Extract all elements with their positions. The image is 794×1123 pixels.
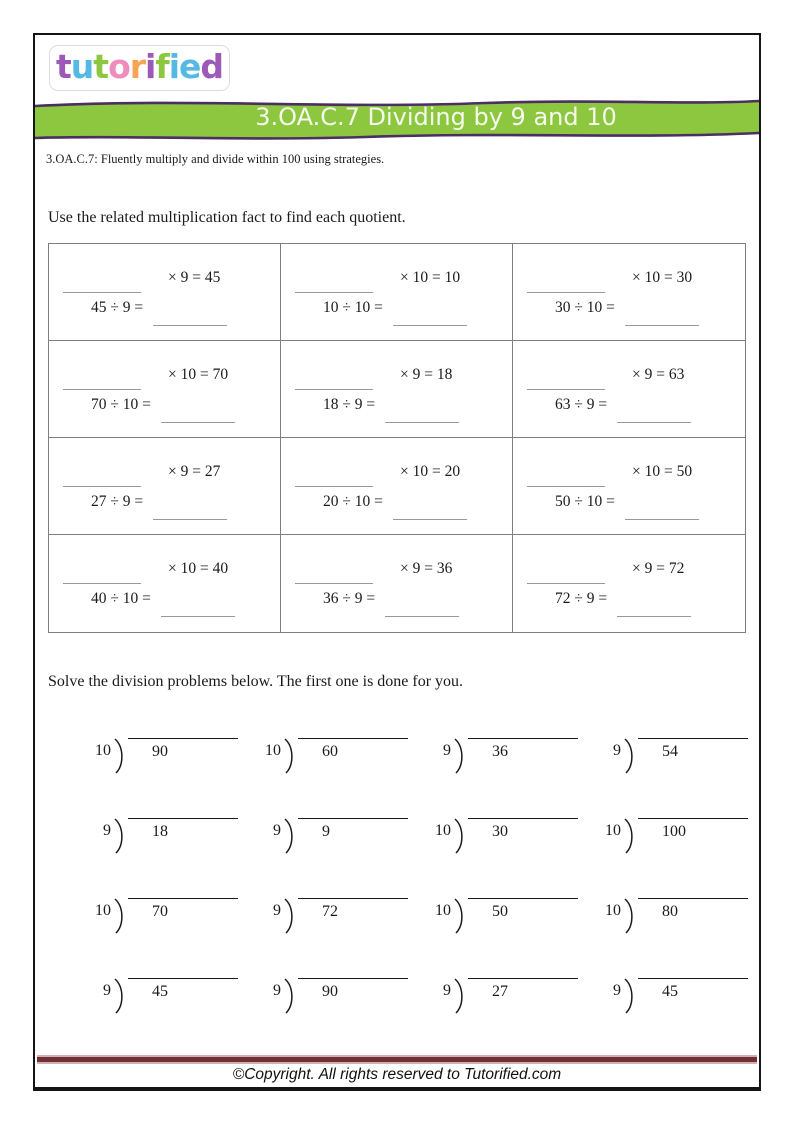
factor-answer-blank [63, 486, 141, 487]
page-frame [33, 33, 761, 1091]
quotient-answer-blank [161, 616, 235, 617]
factor-answer-blank [295, 292, 373, 293]
page-title: 3.OA.C.7 Dividing by 9 and 10 [255, 103, 617, 131]
quotient-answer-blank [625, 325, 699, 326]
multiplication-fact: × 10 = 40 [168, 560, 229, 577]
dividend: 70 [128, 898, 238, 921]
footer-divider-bar [37, 1055, 757, 1064]
multiplication-fact: × 9 = 27 [168, 463, 221, 480]
long-division-problem [595, 975, 765, 1055]
division-line [91, 493, 280, 511]
dividend: 9 [298, 818, 408, 841]
divisor: 10 [605, 902, 621, 919]
dividend: 50 [468, 898, 578, 921]
dividend: 80 [638, 898, 748, 921]
division-line [323, 590, 512, 608]
division-bracket-icon [623, 738, 638, 774]
dividend: 36 [468, 738, 578, 761]
factor-answer-blank [63, 583, 141, 584]
logo-letter: o [108, 47, 130, 86]
divisor: 9 [103, 822, 111, 839]
multiplication-fact: × 10 = 10 [400, 269, 461, 286]
multiplication-line [295, 451, 512, 487]
multiplication-line [527, 354, 745, 390]
division-bracket-icon [453, 738, 468, 774]
multiplication-fact: × 10 = 50 [632, 463, 693, 480]
divisor: 10 [95, 902, 111, 919]
division-prompt: 10 ÷ 10 = [323, 299, 383, 316]
long-division-problem [425, 975, 595, 1055]
logo-letter: f [155, 47, 169, 86]
logo-letter: d [200, 47, 224, 86]
factor-answer-blank [527, 486, 605, 487]
quotient-answer-blank [385, 422, 459, 423]
factor-answer-blank [295, 486, 373, 487]
dividend: 45 [638, 978, 748, 1001]
long-division-problem [85, 815, 255, 895]
long-division-problem [425, 815, 595, 895]
divisor: 10 [265, 742, 281, 759]
divisor: 10 [435, 822, 451, 839]
divisor: 9 [273, 902, 281, 919]
division-prompt: 27 ÷ 9 = [91, 493, 144, 510]
quotient-answer-blank [625, 519, 699, 520]
division-bracket-icon [453, 978, 468, 1014]
quotient-answer-blank [393, 519, 467, 520]
dividend: 45 [128, 978, 238, 1001]
factor-answer-blank [63, 292, 141, 293]
quotient-answer-blank [385, 616, 459, 617]
division-bracket-icon [283, 978, 298, 1014]
quotient-answer-blank [617, 422, 691, 423]
division-prompt: 45 ÷ 9 = [91, 299, 144, 316]
long-division-problem [595, 815, 765, 895]
quotient-answer-blank [153, 325, 227, 326]
divisor: 9 [273, 822, 281, 839]
dividend: 72 [298, 898, 408, 921]
multiplication-line [527, 548, 745, 584]
dividend: 30 [468, 818, 578, 841]
division-prompt: 72 ÷ 9 = [555, 590, 608, 607]
multiplication-line [295, 257, 512, 293]
long-division-problem [85, 975, 255, 1055]
divisor: 9 [443, 742, 451, 759]
quotient-answer-blank [153, 519, 227, 520]
division-prompt: 50 ÷ 10 = [555, 493, 615, 510]
logo-letter: e [179, 47, 201, 86]
division-line [555, 299, 745, 317]
multiplication-fact: × 10 = 20 [400, 463, 461, 480]
division-line [323, 493, 512, 511]
quotient-answer-blank [617, 616, 691, 617]
dividend: 100 [638, 818, 748, 841]
section2-instruction: Solve the division problems below. The first one is done for you. [48, 673, 464, 690]
division-line [555, 590, 745, 608]
divisor: 9 [443, 982, 451, 999]
long-division-problem [255, 895, 425, 975]
division-bracket-icon [623, 978, 638, 1014]
section1-instruction: Use the related multiplication fact to find each quotient. [48, 209, 406, 226]
standard-description: 3.OA.C.7: Fluently multiply and divide within 100 using strategies. [46, 152, 385, 166]
division-prompt: 30 ÷ 10 = [555, 299, 615, 316]
divisor: 10 [95, 742, 111, 759]
long-division-problem [595, 895, 765, 975]
division-bracket-icon [623, 898, 638, 934]
division-prompt: 36 ÷ 9 = [323, 590, 376, 607]
long-division-problem [85, 735, 255, 815]
division-bracket-icon [113, 738, 128, 774]
multiplication-line [527, 257, 745, 293]
divisor: 9 [613, 982, 621, 999]
fact-family-cell [281, 535, 513, 632]
fact-family-cell [49, 341, 281, 438]
dividend: 90 [298, 978, 408, 1001]
divisor: 10 [605, 822, 621, 839]
multiplication-fact: × 10 = 70 [168, 366, 229, 383]
division-line [555, 493, 745, 511]
multiplication-fact: × 9 = 45 [168, 269, 221, 286]
division-prompt: 18 ÷ 9 = [323, 396, 376, 413]
multiplication-line [63, 354, 280, 390]
multiplication-fact-table [48, 243, 746, 633]
division-line [555, 396, 745, 414]
multiplication-fact: × 10 = 30 [632, 269, 693, 286]
multiplication-line [295, 548, 512, 584]
factor-answer-blank [527, 389, 605, 390]
division-line [91, 590, 280, 608]
logo-letter: u [70, 47, 94, 86]
long-division-problem [255, 815, 425, 895]
logo-letter: i [168, 47, 179, 86]
fact-family-cell [281, 438, 513, 535]
fact-family-cell [49, 535, 281, 632]
division-bracket-icon [113, 978, 128, 1014]
division-bracket-icon [283, 738, 298, 774]
multiplication-line [63, 451, 280, 487]
factor-answer-blank [63, 389, 141, 390]
multiplication-line [63, 548, 280, 584]
division-bracket-icon [453, 898, 468, 934]
divisor: 10 [435, 902, 451, 919]
long-division-problem [255, 735, 425, 815]
division-bracket-icon [113, 898, 128, 934]
dividend: 54 [638, 738, 748, 761]
long-division-problem [425, 735, 595, 815]
fact-family-cell [49, 244, 281, 341]
factor-answer-blank [295, 389, 373, 390]
quotient-answer-blank [161, 422, 235, 423]
fact-family-cell [281, 341, 513, 438]
long-division-problem [255, 975, 425, 1055]
dividend: 90 [128, 738, 238, 761]
division-prompt: 20 ÷ 10 = [323, 493, 383, 510]
fact-family-cell [513, 535, 745, 632]
fact-family-cell [513, 341, 745, 438]
multiplication-fact: × 9 = 18 [400, 366, 453, 383]
fact-family-cell [281, 244, 513, 341]
logo-letter: t [93, 47, 109, 86]
title-banner [35, 96, 759, 142]
division-line [323, 299, 512, 317]
division-bracket-icon [113, 818, 128, 854]
dividend: 18 [128, 818, 238, 841]
fact-family-cell [513, 438, 745, 535]
divisor: 9 [613, 742, 621, 759]
division-bracket-icon [623, 818, 638, 854]
division-line [323, 396, 512, 414]
division-bracket-icon [283, 818, 298, 854]
fact-family-cell [513, 244, 745, 341]
logo-letter: i [145, 47, 156, 86]
quotient-answer-blank [393, 325, 467, 326]
divisor: 9 [103, 982, 111, 999]
multiplication-line [527, 451, 745, 487]
dividend: 27 [468, 978, 578, 1001]
long-division-problem [595, 735, 765, 815]
fact-family-cell [49, 438, 281, 535]
long-division-problem [425, 895, 595, 975]
multiplication-fact: × 9 = 36 [400, 560, 453, 577]
multiplication-fact: × 9 = 63 [632, 366, 685, 383]
division-prompt: 70 ÷ 10 = [91, 396, 151, 413]
division-line [91, 299, 280, 317]
division-prompt: 40 ÷ 10 = [91, 590, 151, 607]
long-division-problem [85, 895, 255, 975]
page-footer [35, 1055, 759, 1087]
dividend: 60 [298, 738, 408, 761]
long-division-grid [85, 735, 765, 1055]
division-prompt: 63 ÷ 9 = [555, 396, 608, 413]
factor-answer-blank [527, 292, 605, 293]
copyright-text: ©Copyright. All rights reserved to Tutorified.com [232, 1066, 562, 1083]
division-bracket-icon [283, 898, 298, 934]
logo-letter: t [56, 47, 71, 86]
divisor: 9 [273, 982, 281, 999]
multiplication-line [295, 354, 512, 390]
factor-answer-blank [295, 583, 373, 584]
multiplication-fact: × 9 = 72 [632, 560, 685, 577]
division-bracket-icon [453, 818, 468, 854]
tutorified-logo [49, 45, 230, 91]
division-line [91, 396, 280, 414]
multiplication-line [63, 257, 280, 293]
factor-answer-blank [527, 583, 605, 584]
logo-letter: r [129, 47, 146, 86]
